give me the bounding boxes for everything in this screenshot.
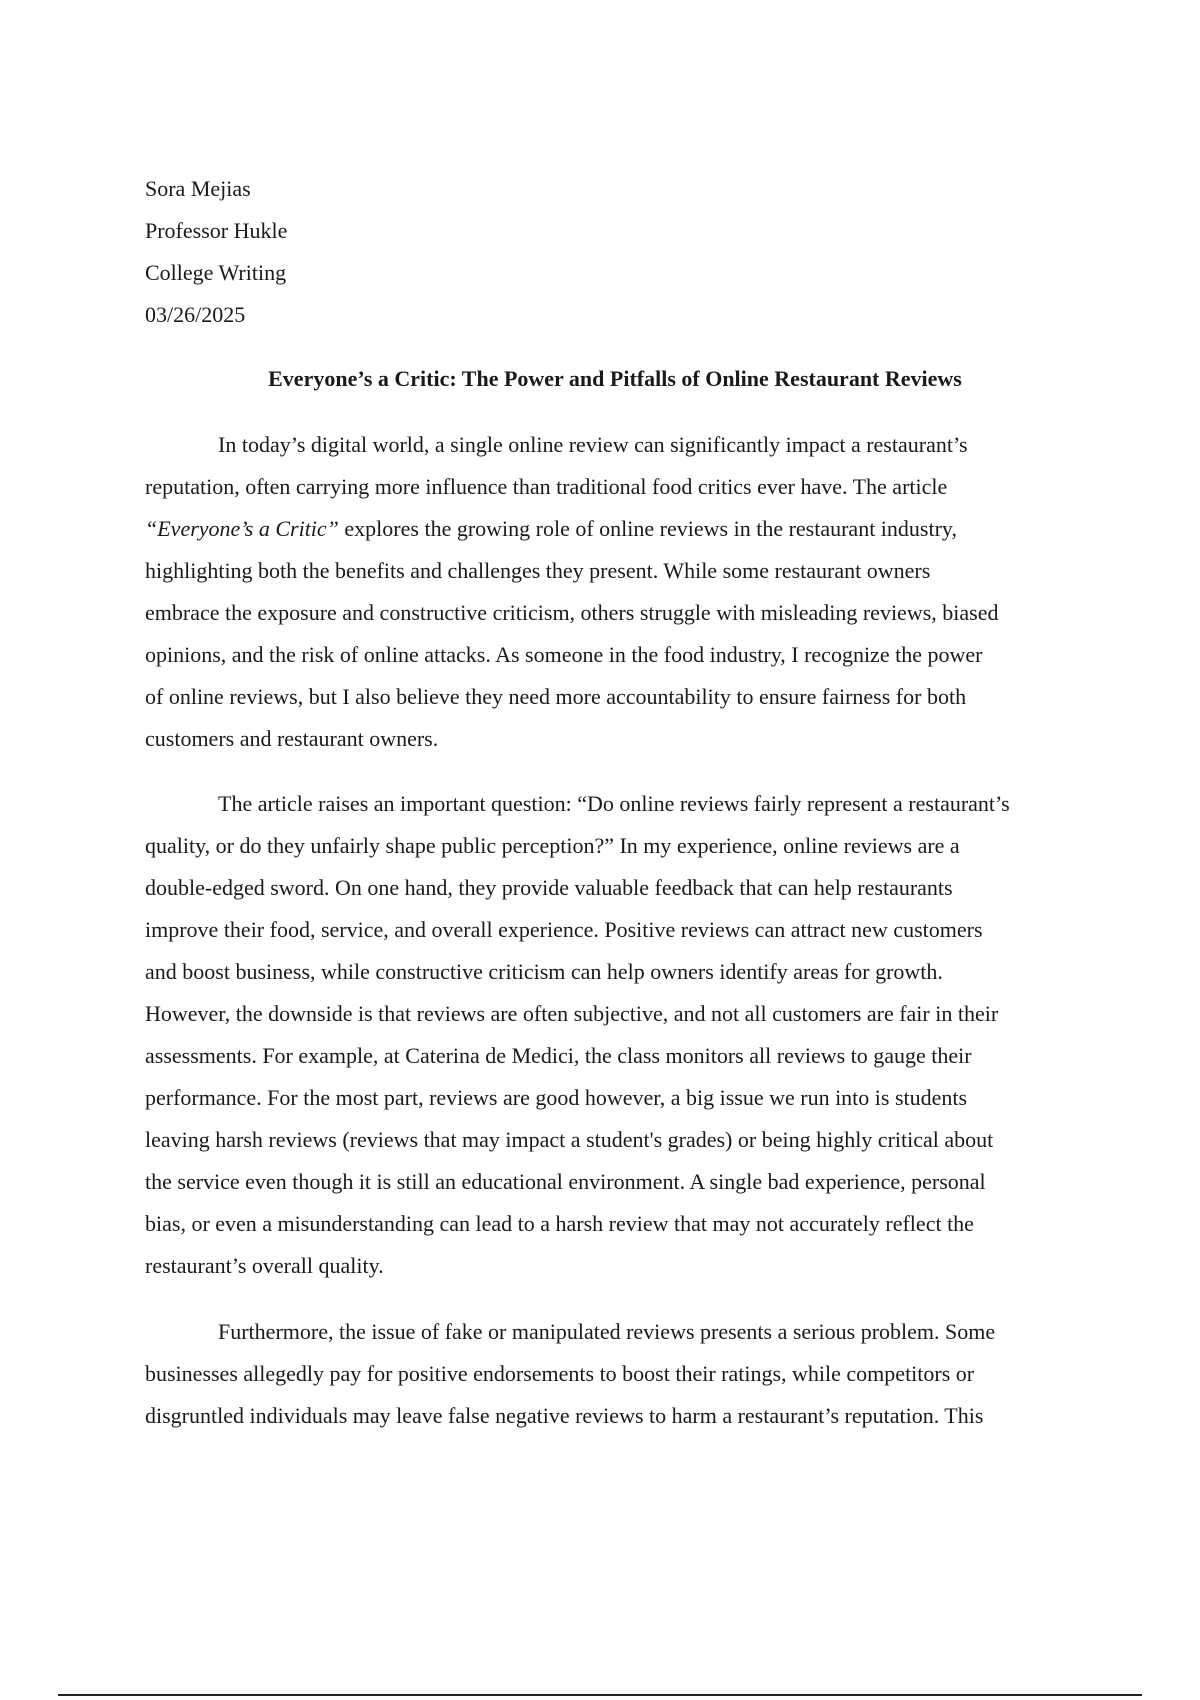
paragraph-line: assessments. For example, at Caterina de Medici, the class monitors all reviews to gauge their (145, 1043, 972, 1068)
paragraph-line: the service even though it is still an educational environment. A single bad experience, personal (145, 1169, 986, 1194)
paragraph-line: improve their food, service, and overall experience. Positive reviews can attract new customers (145, 917, 983, 942)
essay-title: Everyone’s a Critic: The Power and Pitfalls of Online Restaurant Reviews (268, 366, 962, 391)
course-name: College Writing (145, 260, 287, 285)
student-name: Sora Mejias (145, 176, 251, 201)
heading-block (145, 168, 287, 336)
paragraph-line: customers and restaurant owners. (145, 726, 439, 751)
paragraph-line: double-edged sword. On one hand, they provide valuable feedback that can help restaurants (145, 875, 953, 900)
article-title-italic: “Everyone’s a Critic” (145, 516, 339, 541)
paragraph-line: businesses allegedly pay for positive endorsements to boost their ratings, while competitors or (145, 1361, 975, 1386)
paragraph-line: of online reviews, but I also believe they need more accountability to ensure fairness for both (145, 684, 967, 709)
paragraph-line: quality, or do they unfairly shape public perception?” In my experience, online reviews are a (145, 833, 960, 858)
paragraph-line: restaurant’s overall quality. (145, 1253, 384, 1278)
paragraph-line: performance. For the most part, reviews are good however, a big issue we run into is students (145, 1085, 968, 1110)
paragraph-line: embrace the exposure and constructive criticism, others struggle with misleading reviews, biased (145, 600, 999, 625)
paragraph-line-rest: explores the growing role of online reviews in the restaurant industry, (338, 516, 957, 541)
paragraph-3 (145, 1311, 1085, 1437)
paragraph-line: highlighting both the benefits and challenges they present. While some restaurant owners (145, 558, 931, 583)
page-bottom-rule (58, 1694, 1142, 1696)
paragraph-line: disgruntled individuals may leave false negative reviews to harm a restaurant’s reputation. This (145, 1403, 984, 1428)
paragraph-2 (145, 783, 1085, 1287)
professor-name: Professor Hukle (145, 218, 288, 243)
paragraph-line: However, the downside is that reviews are often subjective, and not all customers are fair in their (145, 1001, 999, 1026)
paragraph-line: leaving harsh reviews (reviews that may impact a student's grades) or being highly critical about (145, 1127, 994, 1152)
paragraph-line: Furthermore, the issue of fake or manipulated reviews presents a serious problem. Some (218, 1319, 996, 1344)
paragraph-line (145, 508, 1085, 550)
paragraph-1 (145, 424, 1085, 760)
paragraph-line: reputation, often carrying more influence than traditional food critics ever have. The article (145, 474, 948, 499)
paragraph-line: and boost business, while constructive criticism can help owners identify areas for growth. (145, 959, 943, 984)
paragraph-line: The article raises an important question: “Do online reviews fairly represent a restaurant’s (218, 791, 1010, 816)
paragraph-line: bias, or even a misunderstanding can lead to a harsh review that may not accurately reflect the (145, 1211, 974, 1236)
paragraph-line: opinions, and the risk of online attacks. As someone in the food industry, I recognize the power (145, 642, 983, 667)
paragraph-line: In today’s digital world, a single online review can significantly impact a restaurant’s (218, 432, 968, 457)
essay-date: 03/26/2025 (145, 302, 246, 327)
